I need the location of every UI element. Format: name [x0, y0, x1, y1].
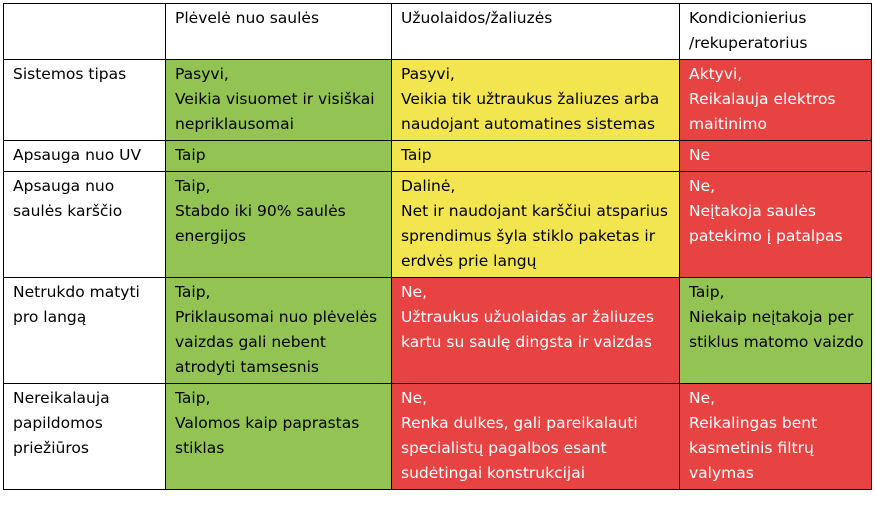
cell-verdict: Ne, [689, 389, 716, 407]
table-cell-blinds [392, 384, 680, 490]
table-cell-blinds [392, 278, 680, 384]
header-cell-corner [4, 4, 166, 60]
table-cell-blinds [392, 172, 680, 278]
header-cell-film: Plėvelė nuo saulės [166, 4, 392, 60]
table-row [4, 60, 872, 141]
cell-verdict: Aktyvi, [689, 65, 743, 83]
row-label: Sistemos tipas [4, 60, 166, 141]
table-cell-ac [680, 278, 872, 384]
row-label: Nereikalauja papildomos priežiūros [4, 384, 166, 490]
cell-verdict: Taip, [175, 177, 211, 195]
cell-description: Veikia tik užtraukus žaliuzes arba naudojant automatines sistemas [401, 90, 660, 133]
cell-description: Stabdo iki 90% saulės energijos [175, 202, 346, 245]
table-cell-film [166, 141, 392, 172]
table-row [4, 172, 872, 278]
table-cell-film [166, 278, 392, 384]
header-cell-ac: Kondicionierius /rekuperatorius [680, 4, 872, 60]
cell-description: Priklausomai nuo plėvelės vaizdas gali nebent atrodyti tamsesnis [175, 308, 378, 376]
table-cell-film [166, 384, 392, 490]
row-label: Apsauga nuo UV [4, 141, 166, 172]
table-cell-ac [680, 172, 872, 278]
cell-verdict: Taip [175, 146, 206, 164]
cell-verdict: Pasyvi, [401, 65, 455, 83]
cell-verdict: Ne, [401, 389, 428, 407]
cell-description: Valomos kaip paprastas stiklas [175, 414, 360, 457]
table-row [4, 278, 872, 384]
cell-description: Reikalauja elektros maitinimo [689, 90, 836, 133]
table-cell-film [166, 60, 392, 141]
table-cell-blinds [392, 141, 680, 172]
table-cell-ac [680, 141, 872, 172]
cell-verdict: Taip, [689, 283, 725, 301]
table-cell-blinds [392, 60, 680, 141]
table-cell-film [166, 172, 392, 278]
table-row [4, 141, 872, 172]
table-body [4, 60, 872, 490]
comparison-table [3, 3, 872, 490]
cell-description: Užtraukus užuolaidas ar žaliuzes kartu su saulę dingsta ir vaizdas [401, 308, 654, 351]
cell-description: Renka dulkes, gali pareikalauti specialistų pagalbos esant sudėtingai konstrukcijai [401, 414, 638, 482]
cell-verdict: Taip, [175, 389, 211, 407]
table-cell-ac [680, 60, 872, 141]
cell-verdict: Ne, [689, 177, 716, 195]
cell-verdict: Ne, [401, 283, 428, 301]
cell-verdict: Ne [689, 146, 711, 164]
header-cell-blinds: Užuolaidos/žaliuzės [392, 4, 680, 60]
row-label: Netrukdo matyti pro langą [4, 278, 166, 384]
cell-verdict: Taip [401, 146, 432, 164]
cell-description: Neįtakoja saulės patekimo į patalpas [689, 202, 843, 245]
cell-description: Net ir naudojant karščiui atsparius sprendimus šyla stiklo paketas ir erdvės prie langų [401, 202, 668, 270]
table-cell-ac [680, 384, 872, 490]
cell-verdict: Dalinė, [401, 177, 456, 195]
cell-verdict: Pasyvi, [175, 65, 229, 83]
row-label: Apsauga nuo saulės karščio [4, 172, 166, 278]
table-row [4, 384, 872, 490]
cell-description: Veikia visuomet ir visiškai nepriklausomai [175, 90, 375, 133]
header-row [4, 4, 872, 60]
cell-description: Niekaip neįtakoja per stiklus matomo vaizdo [689, 308, 864, 351]
cell-description: Reikalingas bent kasmetinis filtrų valymas [689, 414, 818, 482]
cell-verdict: Taip, [175, 283, 211, 301]
